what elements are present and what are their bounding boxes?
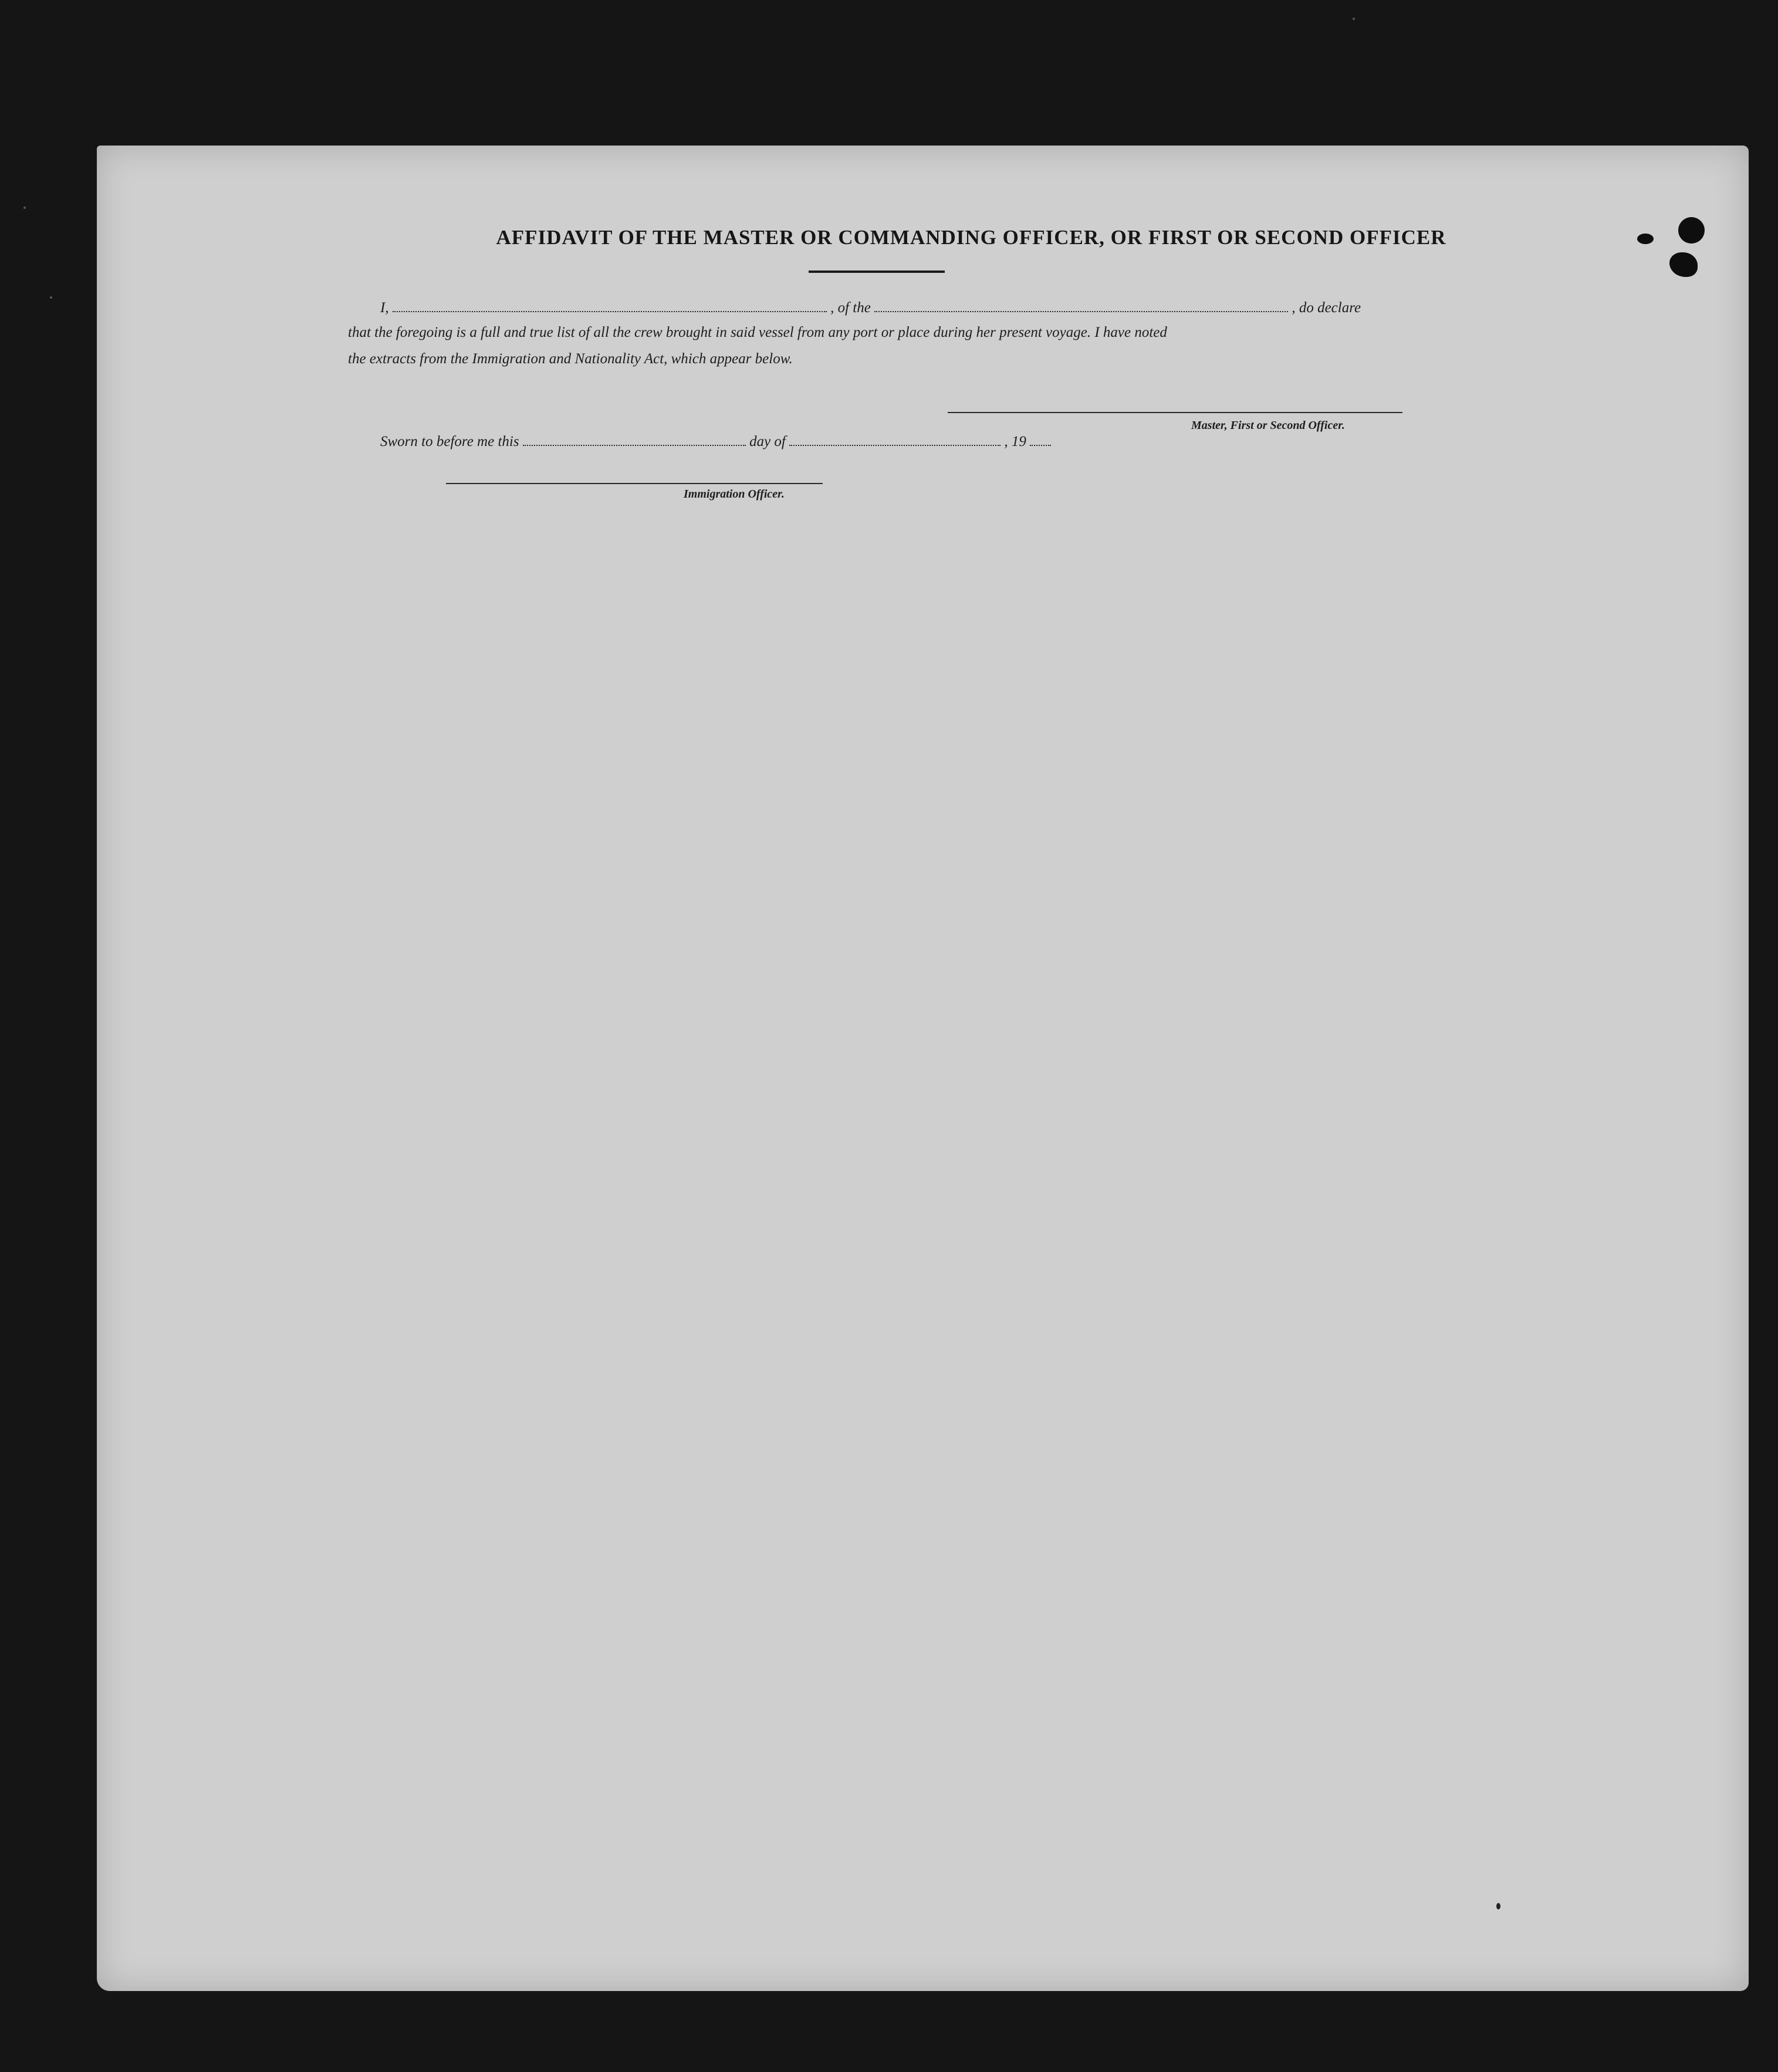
- declaration-of-the-label: , of the: [830, 300, 871, 316]
- declarant-name-field[interactable]: [393, 298, 827, 312]
- affidavit-title: AFFIDAVIT OF THE MASTER OR COMMANDING OFFICER, OR FIRST OR SECOND OFFICER: [496, 226, 1446, 249]
- master-signature-line[interactable]: [948, 412, 1402, 413]
- declaration-line-1: [380, 298, 1361, 316]
- sworn-month-field[interactable]: [789, 432, 1000, 446]
- declaration-declare-label: , do declare: [1292, 300, 1361, 316]
- dust-speck: [1353, 18, 1355, 20]
- vessel-name-field[interactable]: [874, 298, 1288, 312]
- sworn-year-label: , 19: [1004, 434, 1026, 449]
- sworn-line: [380, 432, 1051, 450]
- document-sheet: [97, 146, 1749, 1991]
- declaration-i-label: I,: [380, 300, 389, 316]
- ink-blot: [1637, 234, 1654, 244]
- ink-speck: [1496, 1903, 1500, 1909]
- ink-blot: [1678, 217, 1705, 244]
- dust-speck: [50, 296, 52, 299]
- declaration-line-2: that the foregoing is a full and true list of all the crew brought in said vessel from any port or place during her present voyage. I have noted: [348, 325, 1167, 340]
- immigration-officer-signature-line[interactable]: [446, 483, 823, 484]
- declaration-line-3: the extracts from the Immigration and Nationality Act, which appear below.: [348, 351, 793, 367]
- sworn-day-field[interactable]: [523, 432, 746, 446]
- immigration-officer-caption: Immigration Officer.: [684, 488, 785, 501]
- sworn-year-field[interactable]: [1030, 432, 1051, 446]
- sworn-day-of-label: day of: [749, 434, 786, 449]
- sworn-prefix-label: Sworn to before me this: [380, 434, 519, 449]
- title-underline: [809, 271, 945, 273]
- dust-speck: [23, 207, 26, 209]
- master-signature-caption: Master, First or Second Officer.: [1191, 419, 1345, 432]
